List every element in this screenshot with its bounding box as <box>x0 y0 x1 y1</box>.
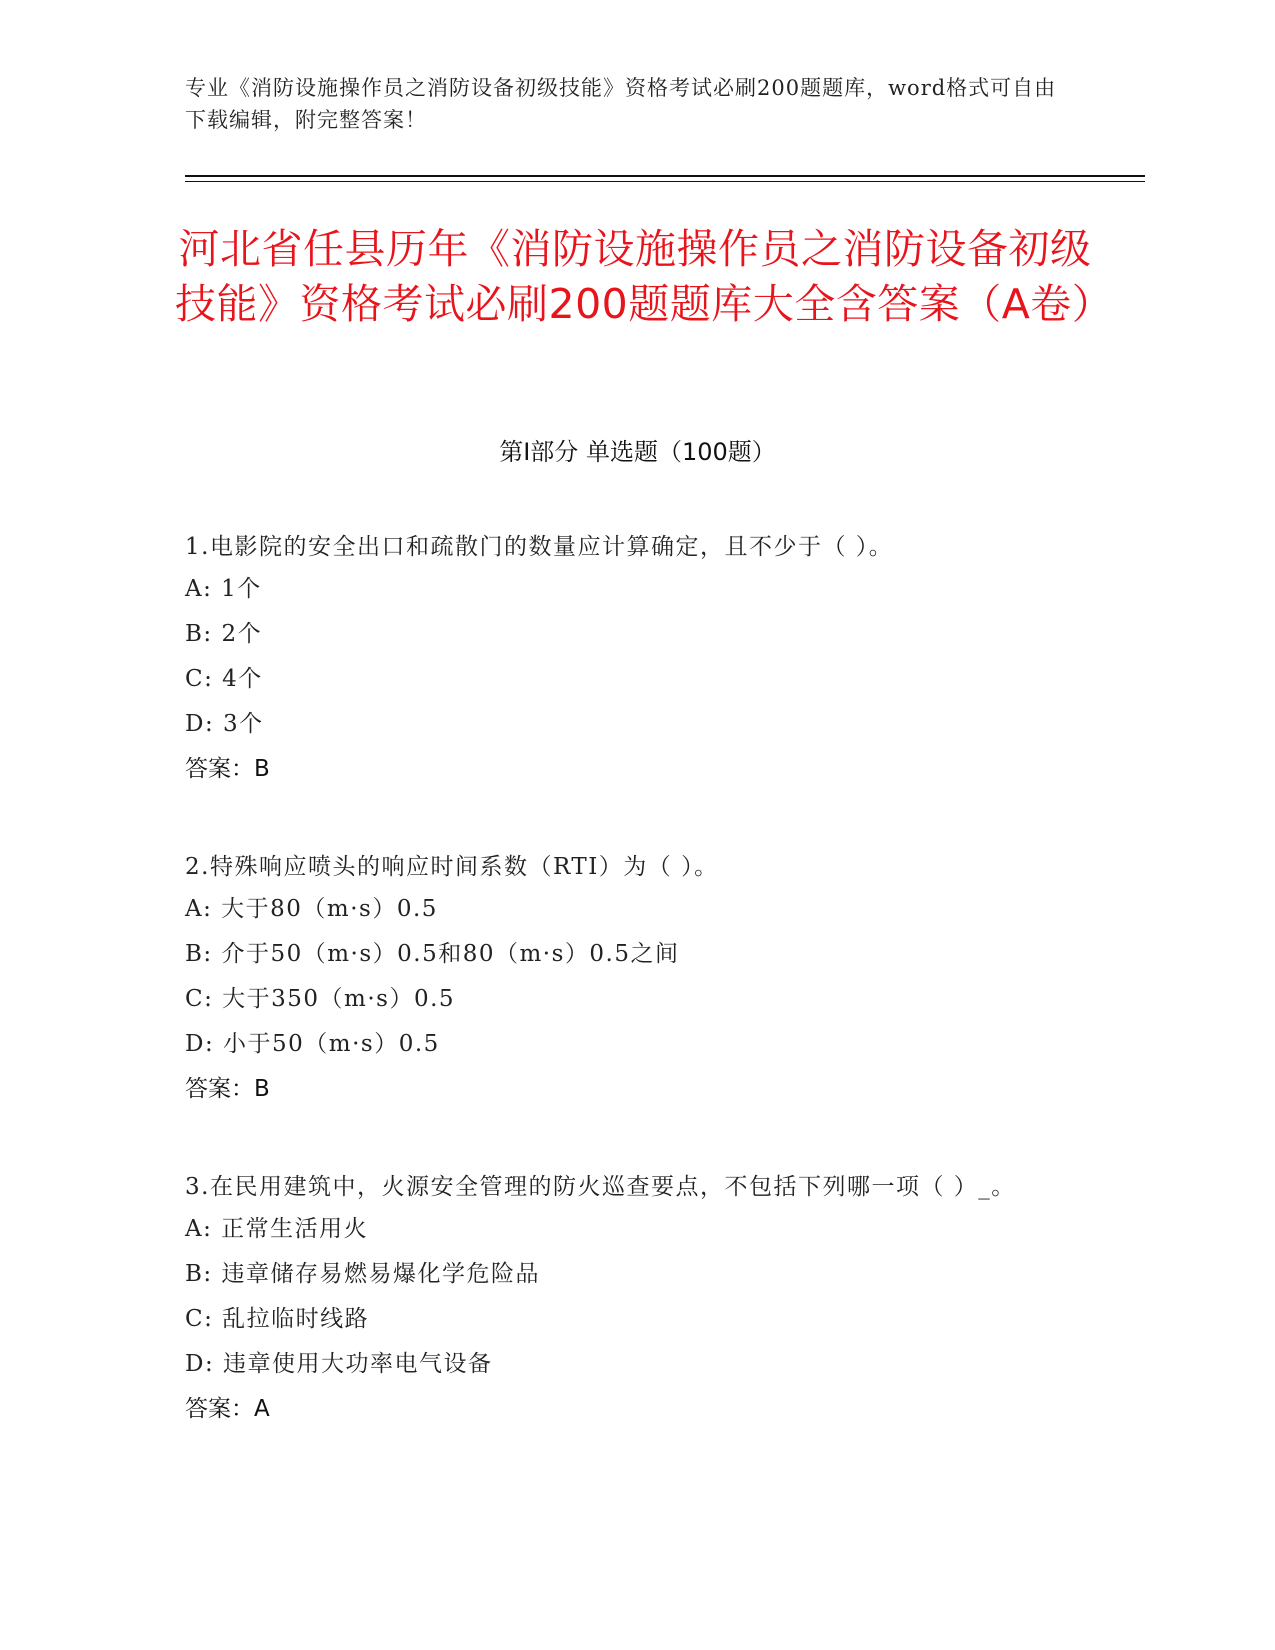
header-divider-thick <box>185 175 1145 177</box>
option-a: A: 大于80（m·s）0.5 <box>185 896 438 922</box>
answer: 答案：B <box>185 1076 270 1102</box>
question-block <box>185 1167 1075 1432</box>
question-block <box>185 527 1075 792</box>
header-divider-thin <box>185 181 1145 182</box>
option-b: B: 介于50（m·s）0.5和80（m·s）0.5之间 <box>185 941 680 967</box>
question-stem: 1.电影院的安全出口和疏散门的数量应计算确定，且不少于（ ）。 <box>185 534 894 560</box>
option-a: A: 正常生活用火 <box>185 1216 369 1242</box>
option-d: D: 违章使用大功率电气设备 <box>185 1351 493 1377</box>
header-note: 专业《消防设施操作员之消防设备初级技能》资格考试必刷200题题库，word格式可自由下载编辑，附完整答案！ <box>185 76 1057 132</box>
option-a: A: 1个 <box>185 576 262 602</box>
option-c: C: 乱拉临时线路 <box>185 1306 370 1332</box>
option-d: D: 3个 <box>185 711 264 737</box>
question-block <box>185 847 1075 1112</box>
option-c: C: 大于350（m·s）0.5 <box>185 986 456 1012</box>
document-title: 河北省任县历年《消防设施操作员之消防设备初级技能》资格考试必刷200题题库大全含答案（A卷） <box>175 225 1114 328</box>
option-b: B: 违章储存易燃易爆化学危险品 <box>185 1261 540 1287</box>
answer: 答案：A <box>185 1396 270 1422</box>
option-c: C: 4个 <box>185 666 263 692</box>
option-d: D: 小于50（m·s）0.5 <box>185 1031 440 1057</box>
question-stem: 3.在民用建筑中，火源安全管理的防火巡查要点，不包括下列哪一项（ ）_。 <box>185 1174 1016 1200</box>
option-b: B: 2个 <box>185 621 263 647</box>
answer: 答案：B <box>185 756 270 782</box>
section-title: 第Ⅰ部分 单选题（100题） <box>499 438 776 466</box>
question-stem: 2.特殊响应喷头的响应时间系数（RTI）为（ ）。 <box>185 854 719 880</box>
